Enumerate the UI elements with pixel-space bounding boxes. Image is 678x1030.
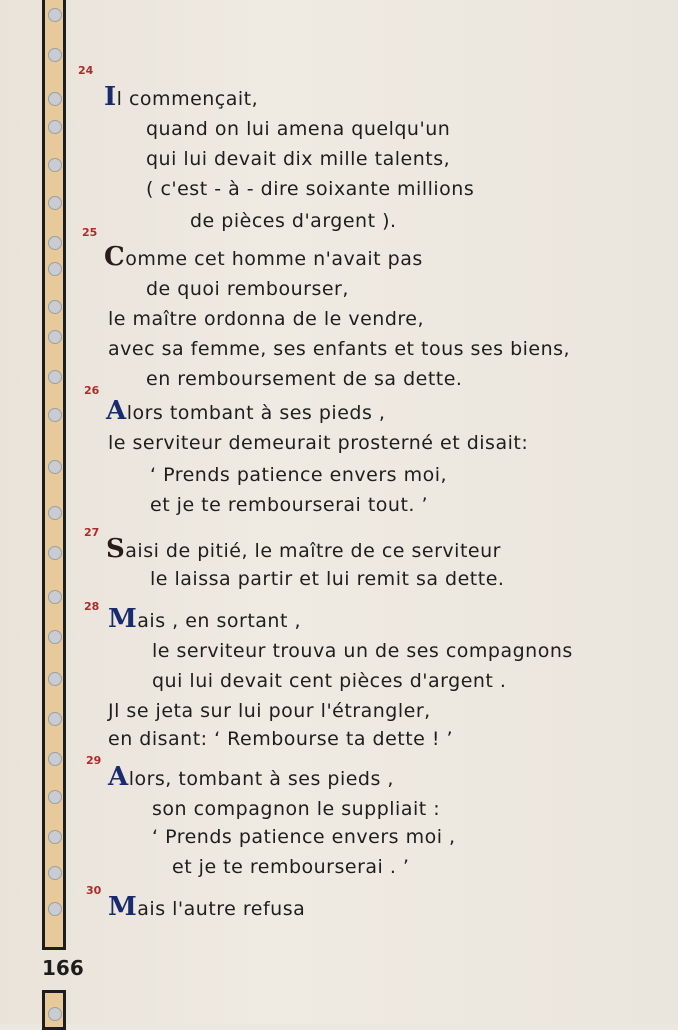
verse-first-line (104, 242, 423, 272)
drop-initial: A (108, 762, 129, 792)
verse-number: 30 (86, 884, 102, 897)
verse-line: le serviteur demeurait prosterné et disait: (108, 432, 529, 454)
verse-number: 26 (84, 384, 100, 397)
border-dot (48, 460, 62, 474)
verse-text: lors, tombant à ses pieds , (128, 768, 394, 790)
drop-initial: A (106, 396, 127, 426)
verse-line: ‘ Prends patience envers moi , (152, 826, 456, 848)
verse-text: l commençait, (116, 88, 259, 110)
border-dot (48, 8, 62, 22)
verse-line: ‘ Prends patience envers moi, (150, 464, 448, 486)
border-dot (48, 330, 62, 344)
verse-first-line (108, 604, 301, 634)
verse-line: qui lui devait dix mille talents, (146, 148, 451, 170)
verse-line: qui lui devait cent pièces d'argent . (152, 670, 507, 692)
drop-initial: C (104, 242, 126, 272)
verse-line: en disant: ‘ Rembourse ta dette ! ’ (108, 728, 454, 750)
border-dot (48, 300, 62, 314)
border-dot (48, 546, 62, 560)
verse-line: et je te rembourserai . ’ (172, 856, 410, 878)
decorative-border-lower (42, 990, 66, 1030)
border-dot (48, 48, 62, 62)
verse-line: le serviteur trouva un de ses compagnons (152, 640, 573, 662)
verse-line: son compagnon le suppliait : (152, 798, 441, 820)
verse-number: 25 (82, 226, 98, 239)
page-number: 166 (42, 956, 84, 980)
verse-line: de pièces d'argent ). (190, 210, 397, 232)
border-dot (48, 790, 62, 804)
verse-line: avec sa femme, ses enfants et tous ses biens, (108, 338, 571, 360)
verse-number: 27 (84, 526, 100, 539)
verse-text: lors tombant à ses pieds , (126, 402, 386, 424)
border-dot (48, 408, 62, 422)
verse-number: 28 (84, 600, 100, 613)
verse-line: le maître ordonna de le vendre, (108, 308, 425, 330)
verse-text: ais , en sortant , (137, 610, 301, 632)
verse-line: quand on lui amena quelqu'un (146, 118, 451, 140)
verse-line: de quoi rembourser, (146, 278, 349, 300)
border-dot (48, 158, 62, 172)
drop-initial: S (106, 534, 126, 564)
border-dot (48, 92, 62, 106)
verse-first-line (108, 892, 305, 922)
border-dot (48, 672, 62, 686)
border-dot (48, 120, 62, 134)
verse-first-line (106, 534, 501, 564)
verse-line: Jl se jeta sur lui pour l'étrangler, (108, 700, 431, 722)
verse-line: ( c'est - à - dire soixante millions (146, 178, 475, 200)
drop-initial: M (108, 892, 138, 922)
border-dot (48, 196, 62, 210)
verse-number: 29 (86, 754, 102, 767)
drop-initial: I (104, 82, 117, 112)
border-dot (48, 830, 62, 844)
verse-first-line (104, 82, 258, 112)
border-dot (48, 236, 62, 250)
border-dot (48, 752, 62, 766)
verse-line: et je te rembourserai tout. ’ (150, 494, 429, 516)
border-dot (48, 262, 62, 276)
decorative-border (42, 0, 66, 950)
verse-line: le laissa partir et lui remit sa dette. (150, 568, 505, 590)
verse-first-line (106, 396, 385, 426)
border-dot (48, 590, 62, 604)
border-dot (48, 866, 62, 880)
verse-number: 24 (78, 64, 94, 77)
border-dot (48, 506, 62, 520)
verse-line: en remboursement de sa dette. (146, 368, 463, 390)
border-dot (48, 712, 62, 726)
verse-text: omme cet homme n'avait pas (125, 248, 423, 270)
verse-text: aisi de pitié, le maître de ce serviteur (125, 540, 501, 562)
border-dot (48, 902, 62, 916)
verse-first-line (108, 762, 394, 792)
border-dot (48, 370, 62, 384)
border-dot (48, 630, 62, 644)
verse-text: ais l'autre refusa (137, 898, 306, 920)
drop-initial: M (108, 604, 138, 634)
border-dot (48, 1007, 62, 1021)
